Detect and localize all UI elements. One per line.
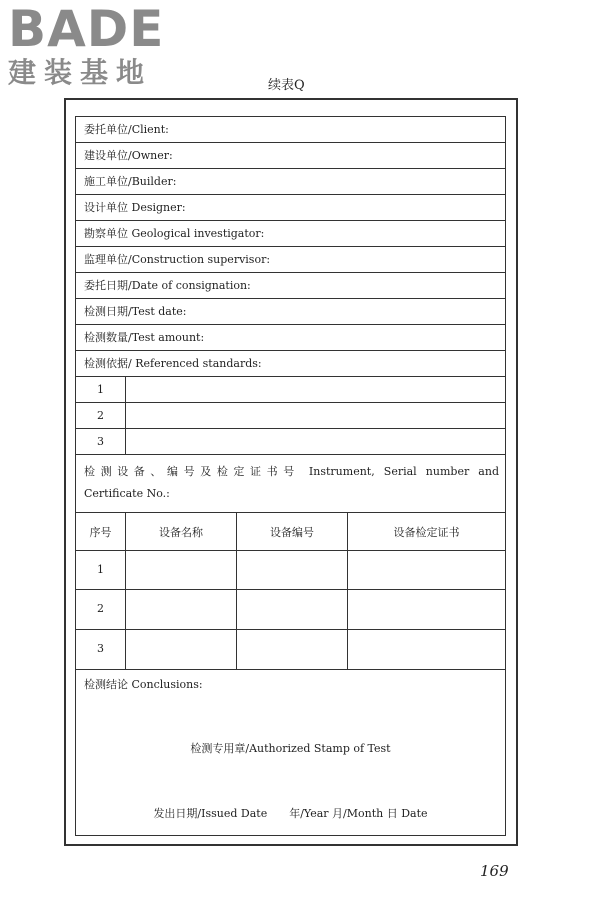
row-divider [76,589,505,590]
instrument-row-number: 1 [97,563,104,576]
instrument-row-number: 2 [97,602,104,615]
logo-wordmark-text: BADE [8,0,165,58]
standard-row [76,403,505,429]
instrument-label-line2: Certificate No.: [84,487,170,500]
publisher-logo [8,0,178,89]
field-construction-supervisor: 监理单位/Construction supervisor: [76,247,505,273]
header-verification-certificate: 设备检定证书 [393,526,460,539]
field-builder: 施工单位/Builder: [76,169,505,195]
field-geological-investigator: 勘察单位 Geological investigator: [76,221,505,247]
standard-row [76,429,505,455]
authorized-stamp-label: 检测专用章/Authorized Stamp of Test [190,742,391,755]
field-test-date: 检测日期/Test date: [76,299,505,325]
instrument-table [76,513,505,670]
field-referenced-standards: 检测依据/ Referenced standards: [76,351,505,377]
field-client: 委托单位/Client: [76,117,505,143]
field-test-amount: 检测数量/Test amount: [76,325,505,351]
logo-wordmark [8,0,178,58]
header-equipment-name: 设备名称 [159,526,203,539]
header-equipment-number: 设备编号 [270,526,314,539]
standard-row-number: 3 [76,429,126,454]
standard-row-number: 1 [76,377,126,402]
instrument-section-label [76,455,505,513]
page-number: 169 [480,862,509,880]
row-divider [76,550,505,551]
header-serial-no: 序号 [89,526,112,539]
row-divider [76,629,505,630]
instrument-label-line1: 检测设备、编号及检定证书号 Instrument, Serial number and [84,465,499,478]
conclusions-section [76,670,505,836]
conclusions-label: 检测结论 Conclusions: [84,678,203,691]
logo-chinese-text: 建装基地 [8,56,153,89]
standard-row [76,377,505,403]
inspection-form [75,116,506,836]
field-designer: 设计单位 Designer: [76,195,505,221]
standard-row-number: 2 [76,403,126,428]
field-owner: 建设单位/Owner: [76,143,505,169]
field-date-of-consignation: 委托日期/Date of consignation: [76,273,505,299]
instrument-row-number: 3 [97,642,104,655]
issued-date-label: 发出日期/Issued Date 年/Year 月/Month 日 Date [153,807,428,820]
table-caption: 续表Q [268,78,305,93]
